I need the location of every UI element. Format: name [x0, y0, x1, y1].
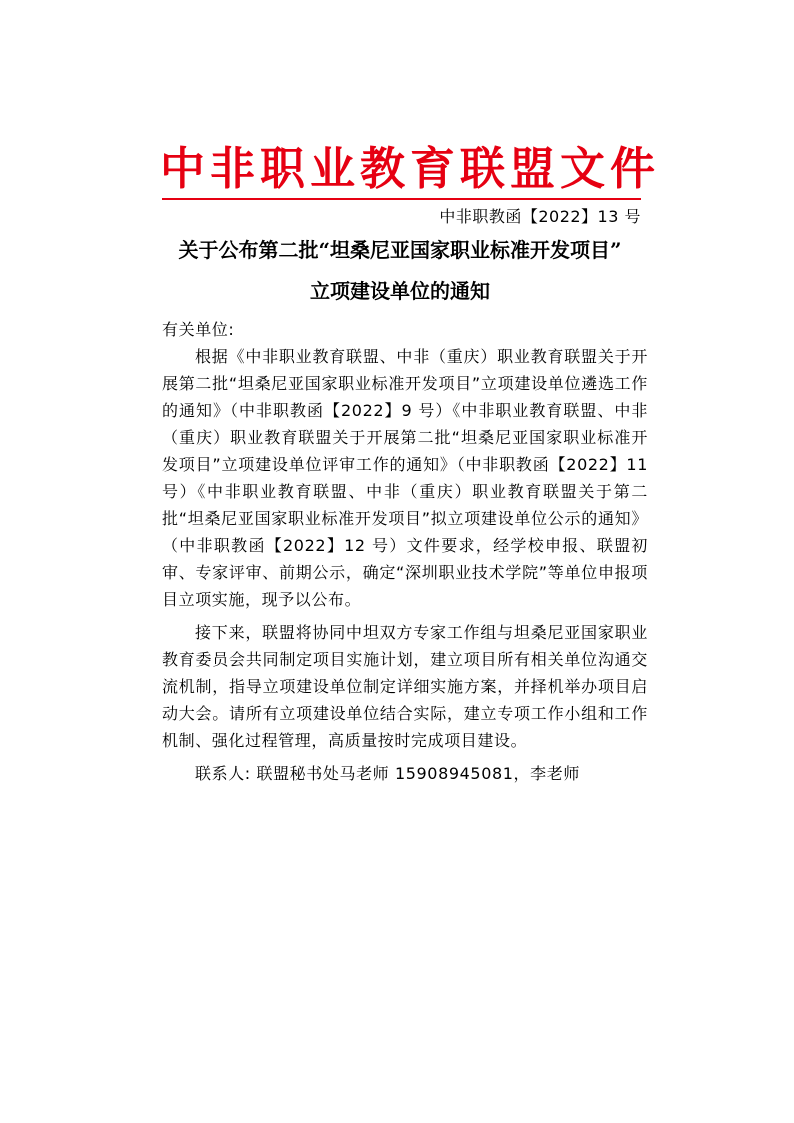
body-paragraph-2: 接下来，联盟将协同中坦双方专家工作组与坦桑尼亚国家职业教育委员会共同制定项目实施计划，建立项目所有相关单位沟通交流机制，指导立项建设单位制定详细实施方案，并择机举办项目启动大会。请所有立项建设单位结合实际，建立专项工作小组和工作机制、强化过程管理，高质量按时完成项目建设。: [162, 623, 648, 750]
body-paragraph-1: 根据《中非职业教育联盟、中非（重庆）职业教育联盟关于开展第二批“坦桑尼亚国家职业标准开发项目”立项建设单位遴选工作的通知》（中非职教函【2022】9 号）《中非职业教育联盟、中非（重庆）职业教育联盟关于开展第二批“坦桑尼亚国家职业标准开发项目”立项建设单位评审工作的通知》（中非职教函【2022】11 号）《中非职业教育联盟、中非（重庆）职业教育联盟关于第二批“坦桑尼亚国家职业标准开发项目”拟立项建设单位公示的通知》（中非职教函【2022】12 号）文件要求，经学校申报、联盟初审、专家评审、前期公示，确定“深圳职业技术学院”等单位申报项目立项实施，现予以公布。: [162, 347, 648, 609]
contact-line: 联系人: 联盟秘书处马老师 15908945081，李老师: [195, 764, 580, 783]
masthead-red-rule: [162, 198, 641, 200]
notice-title-line-1: 关于公布第二批“坦桑尼亚国家职业标准开发项目”: [178, 238, 622, 262]
salutation: 有关单位:: [162, 320, 235, 339]
document-number: 中非职教函【2022】13 号: [439, 207, 641, 226]
notice-body: [162, 316, 648, 787]
notice-title-line-2: 立项建设单位的通知: [310, 279, 490, 303]
masthead-title: 中非职业教育联盟文件: [160, 142, 661, 195]
